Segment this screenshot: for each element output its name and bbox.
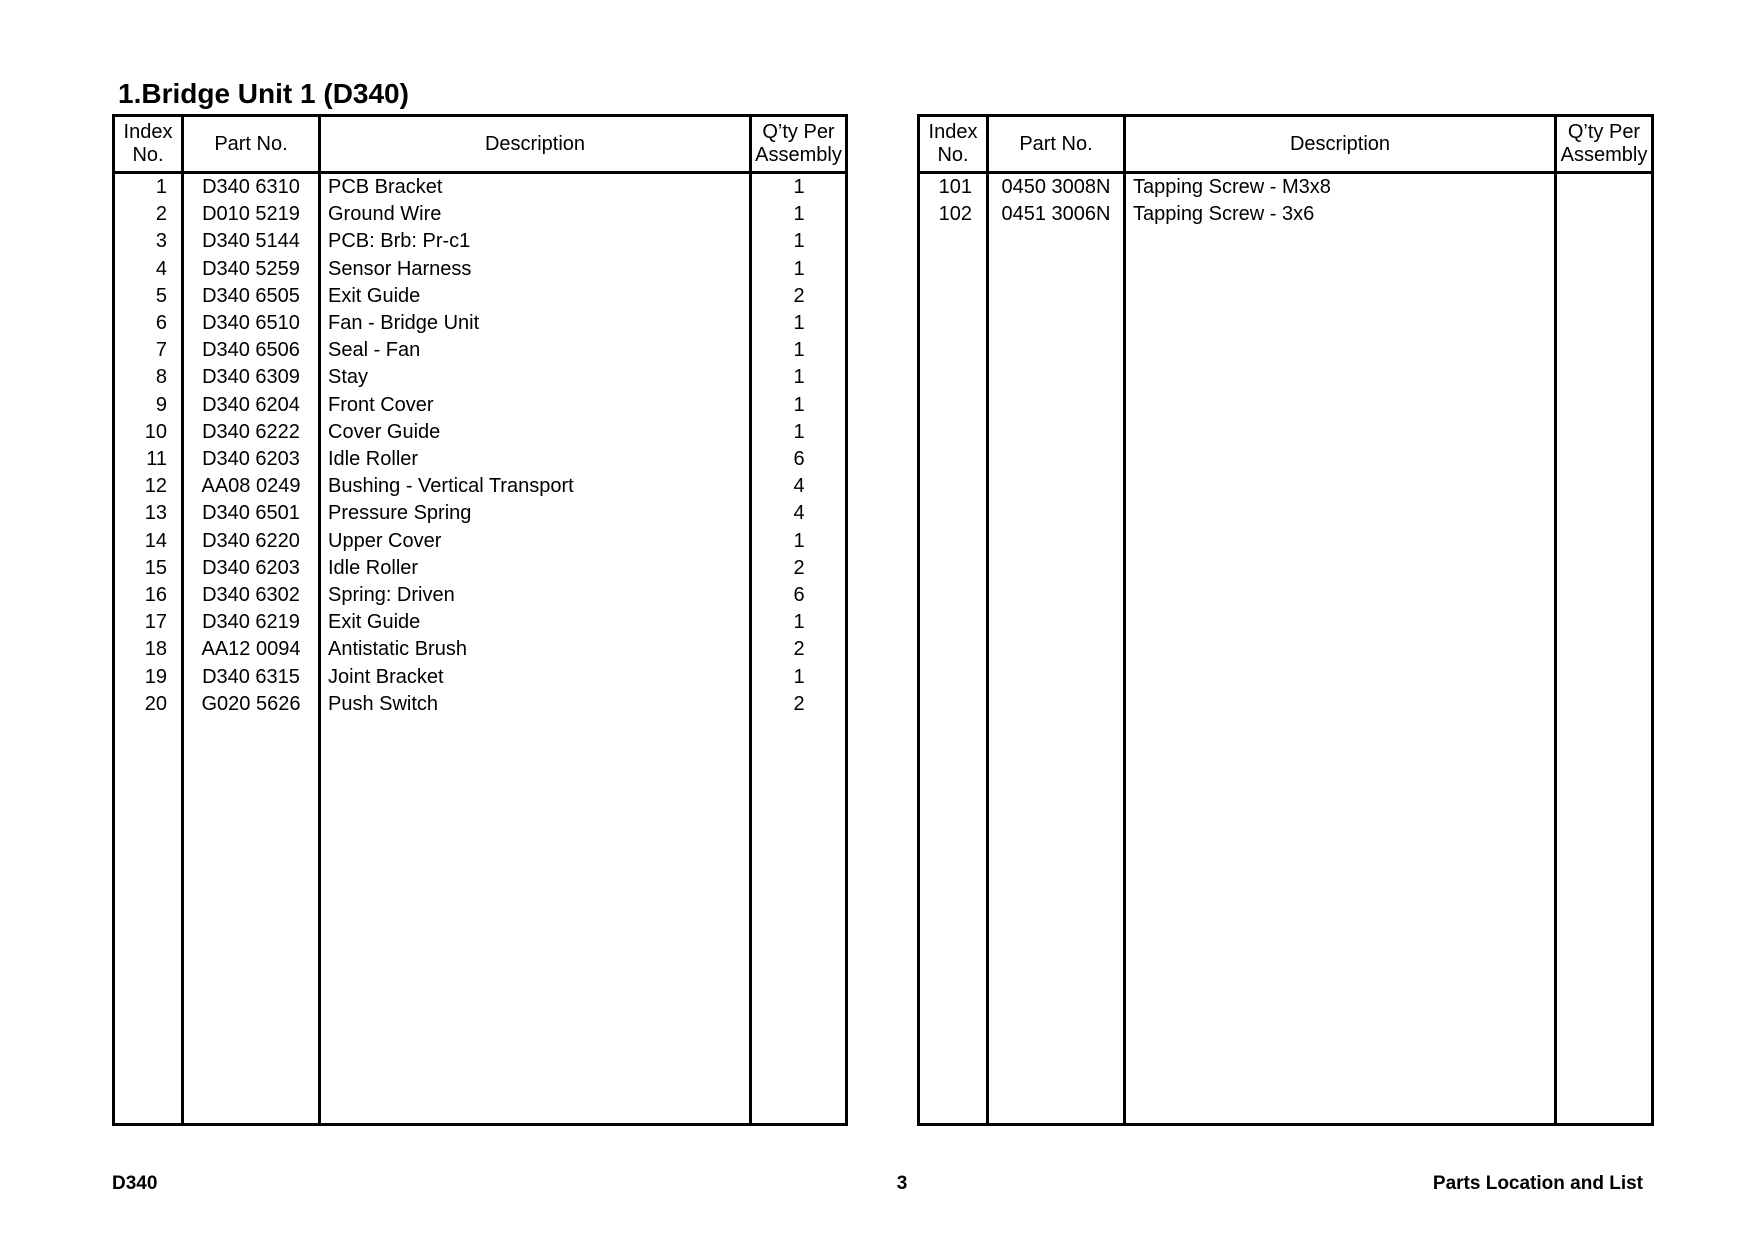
cell-index: 20 [144, 692, 167, 715]
table-row [115, 392, 845, 419]
cell-part-no: D340 6222 [202, 420, 300, 443]
footer-page-number: 3 [896, 1173, 908, 1194]
column-divider [1123, 117, 1126, 1123]
cell-description: Front Cover [328, 393, 434, 416]
cell-index: 5 [155, 284, 167, 307]
header-qty-line1: Q’ty Per [762, 121, 835, 143]
cell-qty: 4 [793, 475, 805, 498]
cell-description: Exit Guide [328, 284, 421, 307]
header-qty [1557, 117, 1651, 171]
page-title: 1.Bridge Unit 1 (D340) [118, 78, 409, 109]
cell-qty: 1 [793, 611, 805, 634]
header-index-line1: Index [928, 121, 978, 143]
cell-part-no: G020 5626 [201, 692, 301, 715]
cell-index: 1 [155, 176, 167, 198]
cell-part-no: D340 6220 [202, 529, 300, 552]
cell-index: 4 [155, 257, 167, 280]
cell-qty: 1 [793, 257, 805, 280]
cell-index: 14 [144, 529, 167, 552]
cell-qty: 6 [793, 448, 805, 470]
cell-qty: 2 [793, 284, 805, 307]
cell-part-no: D340 6203 [202, 556, 300, 579]
cell-part-no: D340 5144 [202, 230, 300, 253]
header-index-line2: No. [132, 144, 164, 166]
header-index [920, 117, 986, 171]
cell-part-no: 0450 3008N [1001, 176, 1111, 198]
table-row [115, 446, 845, 473]
cell-index: 17 [144, 611, 167, 634]
cell-index: 101 [938, 176, 972, 198]
cell-qty: 1 [793, 366, 805, 389]
table-row [115, 283, 845, 310]
cell-qty [1557, 201, 1651, 228]
table-row [115, 500, 845, 527]
table-row [115, 337, 845, 364]
table-row [920, 201, 1651, 228]
table-row [115, 201, 845, 228]
cell-part-no: AA12 0094 [201, 638, 301, 661]
cell-description: Pressure Spring [328, 502, 472, 525]
cell-part-no: D010 5219 [202, 203, 300, 226]
header-description: Description [484, 132, 586, 155]
cell-index: 13 [144, 502, 167, 525]
cell-index: 3 [155, 230, 167, 253]
table-row [115, 364, 845, 391]
cell-part-no: D340 5259 [202, 257, 300, 280]
cell-description: Idle Roller [328, 448, 419, 470]
cell-qty [1557, 174, 1651, 201]
table-row [115, 528, 845, 555]
cell-description: PCB Bracket [328, 176, 443, 198]
cell-description: Seal - Fan [328, 339, 421, 362]
cell-part-no: 0451 3006N [1001, 203, 1111, 226]
cell-qty: 1 [793, 339, 805, 362]
cell-part-no: D340 6302 [202, 584, 300, 606]
cell-description: Ground Wire [328, 203, 442, 226]
cell-description: Push Switch [328, 692, 439, 715]
header-description: Description [1289, 132, 1391, 155]
cell-description: Stay [328, 366, 369, 389]
cell-description: Tapping Screw - 3x6 [1133, 203, 1315, 226]
cell-part-no: D340 6506 [202, 339, 300, 362]
cell-part-no: D340 6204 [202, 393, 300, 416]
cell-index: 6 [155, 312, 167, 334]
cell-qty: 2 [793, 638, 805, 661]
cell-description: PCB: Brb: Pr-c1 [328, 230, 471, 253]
header-part-no: Part No. [1019, 132, 1093, 155]
table-row [115, 609, 845, 636]
cell-qty: 1 [793, 393, 805, 416]
cell-qty: 2 [793, 692, 805, 715]
table-row [115, 555, 845, 582]
cell-qty: 1 [793, 230, 805, 253]
cell-description: Exit Guide [328, 611, 421, 634]
cell-part-no: D340 6203 [202, 448, 300, 470]
parts-table-right [917, 114, 1654, 1126]
cell-qty: 6 [793, 584, 805, 606]
table-row [115, 419, 845, 446]
table-row [115, 636, 845, 663]
table-row [115, 691, 845, 718]
cell-part-no: AA08 0249 [201, 475, 301, 498]
column-divider [1554, 117, 1557, 1123]
cell-part-no: D340 6310 [202, 176, 300, 198]
table-row [920, 174, 1651, 201]
cell-qty: 1 [793, 203, 805, 226]
table-header [920, 117, 1651, 174]
header-qty-line2: Assembly [1560, 144, 1648, 166]
header-index-line1: Index [123, 121, 173, 143]
table-row [115, 228, 845, 255]
cell-part-no: D340 6501 [202, 502, 300, 525]
cell-description: Sensor Harness [328, 257, 472, 280]
cell-index: 18 [144, 638, 167, 661]
parts-table-left [112, 114, 848, 1126]
table-row [115, 664, 845, 691]
column-divider [986, 117, 989, 1123]
table-header [115, 117, 845, 174]
cell-qty: 1 [793, 665, 805, 688]
cell-index: 102 [938, 203, 972, 226]
cell-description: Bushing - Vertical Transport [328, 475, 574, 498]
cell-description: Antistatic Brush [328, 638, 467, 661]
cell-qty: 1 [793, 420, 805, 443]
cell-index: 15 [144, 556, 167, 579]
cell-description: Idle Roller [328, 556, 419, 579]
cell-description: Joint Bracket [328, 665, 444, 688]
table-row [115, 473, 845, 500]
header-part-no: Part No. [214, 132, 288, 155]
cell-part-no: D340 6309 [202, 366, 300, 389]
header-qty [752, 117, 845, 171]
cell-part-no: D340 6219 [202, 611, 300, 634]
cell-index: 9 [155, 393, 167, 416]
cell-index: 10 [144, 420, 167, 443]
header-qty-line2: Assembly [755, 144, 842, 166]
cell-index: 11 [146, 448, 167, 470]
cell-index: 12 [144, 475, 167, 498]
header-index-line2: No. [937, 144, 969, 166]
cell-qty: 1 [793, 312, 805, 334]
cell-part-no: D340 6505 [202, 284, 300, 307]
cell-index: 8 [155, 366, 167, 389]
footer-model: D340 [112, 1173, 158, 1194]
cell-description: Upper Cover [328, 529, 442, 552]
cell-qty: 1 [793, 529, 805, 552]
header-index [115, 117, 181, 171]
cell-index: 7 [155, 339, 167, 362]
cell-description: Fan - Bridge Unit [328, 312, 480, 334]
cell-qty: 2 [793, 556, 805, 579]
cell-index: 16 [144, 584, 167, 606]
cell-index: 19 [144, 665, 167, 688]
cell-qty: 4 [793, 502, 805, 525]
cell-index: 2 [155, 203, 167, 226]
cell-qty: 1 [793, 176, 805, 198]
table-row [115, 174, 845, 201]
cell-description: Spring: Driven [328, 584, 455, 606]
table-row [115, 582, 845, 609]
cell-description: Cover Guide [328, 420, 441, 443]
table-row [115, 310, 845, 337]
cell-part-no: D340 6510 [202, 312, 300, 334]
footer-section: Parts Location and List [1432, 1173, 1643, 1194]
table-row [115, 256, 845, 283]
cell-part-no: D340 6315 [202, 665, 300, 688]
cell-description: Tapping Screw - M3x8 [1133, 176, 1331, 198]
header-qty-line1: Q’ty Per [1567, 121, 1641, 143]
